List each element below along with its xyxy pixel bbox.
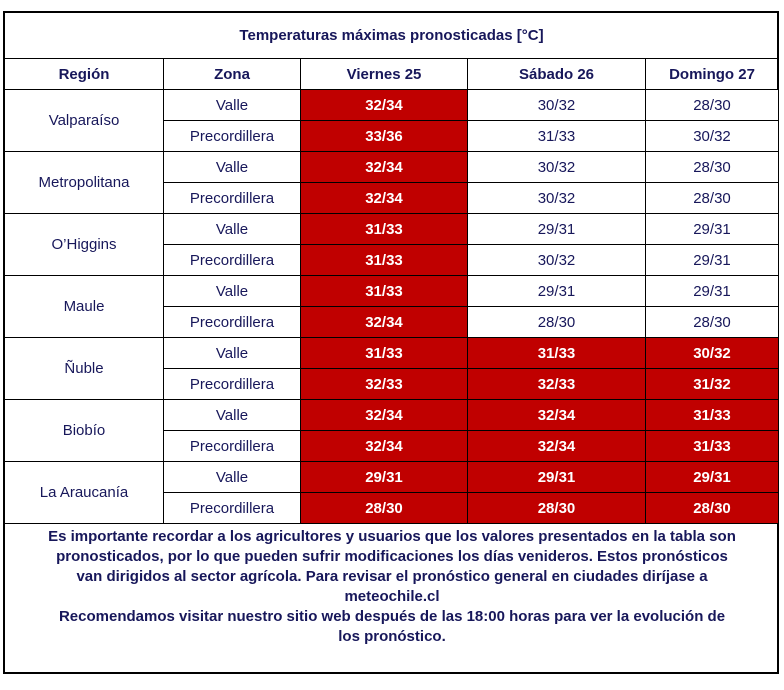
note-line: los pronóstico. (338, 628, 446, 645)
header-viernes: Viernes 25 (301, 59, 468, 90)
disclaimer-note (8, 527, 776, 647)
temperature-cell: 28/30 (468, 493, 646, 524)
table-row (5, 400, 779, 431)
header-zona: Zona (164, 59, 301, 90)
temperature-cell: 29/31 (301, 462, 468, 493)
temperature-cell: 32/34 (301, 431, 468, 462)
temperature-cell: 29/31 (646, 214, 779, 245)
table-row (5, 276, 779, 307)
temperature-cell: 29/31 (468, 462, 646, 493)
table-body (5, 90, 779, 524)
temperature-cell: 28/30 (646, 493, 779, 524)
temperature-cell: 31/33 (301, 276, 468, 307)
zona-cell: Precordillera (164, 369, 301, 400)
zona-cell: Precordillera (164, 183, 301, 214)
table-title: Temperaturas máximas pronosticadas [°C] (5, 13, 779, 59)
zona-cell: Precordillera (164, 431, 301, 462)
temperature-cell: 28/30 (646, 307, 779, 338)
temperature-cell: 30/32 (468, 245, 646, 276)
temperature-cell: 28/30 (646, 152, 779, 183)
table-row (5, 90, 779, 121)
note-line: van dirigidos al sector agrícola. Para revisar el pronóstico general en ciudades diríjase a (76, 568, 708, 585)
temperature-cell: 30/32 (468, 90, 646, 121)
zona-cell: Valle (164, 214, 301, 245)
table-row (5, 214, 779, 245)
temperature-cell: 29/31 (646, 276, 779, 307)
zona-cell: Valle (164, 400, 301, 431)
note-line: Recomendamos visitar nuestro sitio web después de las 18:00 horas para ver la evolución de (58, 608, 726, 625)
header-sabado: Sábado 26 (468, 59, 646, 90)
temperature-cell: 31/33 (468, 338, 646, 369)
note-line: pronosticados, por lo que pueden sufrir modificaciones los días venideros. Estos pronósticos (56, 548, 728, 565)
header-row (5, 59, 779, 90)
forecast-table (4, 12, 779, 524)
temperature-cell: 32/33 (301, 369, 468, 400)
zona-cell: Valle (164, 152, 301, 183)
temperature-cell: 28/30 (646, 90, 779, 121)
temperature-cell: 30/32 (646, 121, 779, 152)
temperature-cell: 32/33 (468, 369, 646, 400)
zona-cell: Precordillera (164, 245, 301, 276)
zona-cell: Valle (164, 276, 301, 307)
zona-cell: Precordillera (164, 307, 301, 338)
region-cell: Metropolitana (5, 152, 164, 214)
table-row (5, 152, 779, 183)
region-cell: Maule (5, 276, 164, 338)
temperature-cell: 31/33 (646, 431, 779, 462)
temperature-cell: 31/33 (301, 214, 468, 245)
region-cell: O’Higgins (5, 214, 164, 276)
header-domingo: Domingo 27 (646, 59, 779, 90)
note-line: Es importante recordar a los agricultores y usuarios que los valores presentados en la tabla son (48, 528, 736, 545)
zona-cell: Valle (164, 338, 301, 369)
temperature-cell: 32/34 (468, 431, 646, 462)
temperature-cell: 30/32 (646, 338, 779, 369)
header-region: Región (5, 59, 164, 90)
temperature-cell: 32/34 (301, 400, 468, 431)
temperature-cell: 33/36 (301, 121, 468, 152)
temperature-cell: 30/32 (468, 183, 646, 214)
region-cell: Ñuble (5, 338, 164, 400)
zona-cell: Valle (164, 462, 301, 493)
temperature-cell: 32/34 (301, 307, 468, 338)
zona-cell: Precordillera (164, 493, 301, 524)
temperature-cell: 32/34 (301, 152, 468, 183)
temperature-cell: 29/31 (646, 462, 779, 493)
temperature-cell: 31/33 (301, 245, 468, 276)
zona-cell: Valle (164, 90, 301, 121)
temperature-cell: 32/34 (301, 90, 468, 121)
region-cell: Biobío (5, 400, 164, 462)
zona-cell: Precordillera (164, 121, 301, 152)
temperature-cell: 28/30 (646, 183, 779, 214)
temperature-cell: 30/32 (468, 152, 646, 183)
temperature-cell: 29/31 (468, 276, 646, 307)
temperature-cell: 31/32 (646, 369, 779, 400)
temperature-cell: 28/30 (468, 307, 646, 338)
temperature-cell: 31/33 (301, 338, 468, 369)
temperature-cell: 29/31 (646, 245, 779, 276)
temperature-cell: 32/34 (301, 183, 468, 214)
region-cell: Valparaíso (5, 90, 164, 152)
region-cell: La Araucanía (5, 462, 164, 524)
table-row (5, 462, 779, 493)
temperature-cell: 29/31 (468, 214, 646, 245)
table-row (5, 338, 779, 369)
temperature-cell: 32/34 (468, 400, 646, 431)
temperature-cell: 31/33 (646, 400, 779, 431)
note-line-link[interactable]: meteochile.cl (344, 588, 440, 605)
temperature-cell: 31/33 (468, 121, 646, 152)
temperature-cell: 28/30 (301, 493, 468, 524)
